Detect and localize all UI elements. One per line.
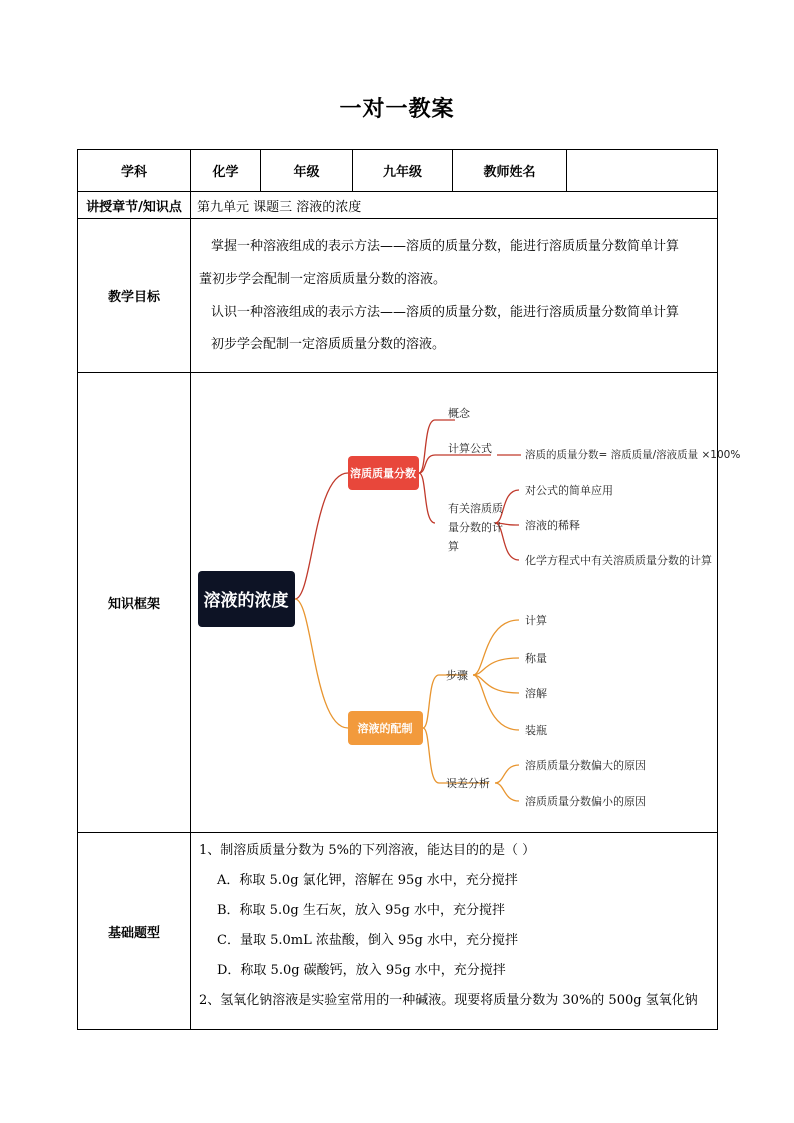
connector-step-1	[473, 620, 519, 675]
formula-text: 溶质的质量分数= 溶质质量/溶液质量 ×100%	[525, 449, 741, 461]
step-item: 称量	[525, 652, 547, 665]
calc-label-line1: 有关溶质质	[448, 502, 503, 515]
connector-root-branch1	[295, 473, 348, 599]
question-1: 1、制溶质质量分数为 5%的下列溶液，能达目的的是（ ）	[199, 843, 536, 858]
goal-line: 初步学会配制一定溶质质量分数的溶液。	[211, 337, 446, 353]
exercises-row	[78, 833, 718, 1030]
step-item: 装瓶	[525, 724, 547, 737]
question-1-option: C．量取 5.0mL 浓盐酸，倒入 95g 水中，充分搅拌	[217, 933, 518, 948]
chapter-label: 讲授章节/知识点	[78, 192, 191, 219]
question-2: 2、氢氧化钠溶液是实验室常用的一种碱液。现要将质量分数为 30%的 500g 氢氧化钠	[199, 993, 698, 1008]
connector-step-4	[473, 675, 519, 730]
lesson-plan-table	[77, 149, 741, 1030]
question-1-option: B．称取 5.0g 生石灰，放入 95g 水中，充分搅拌	[217, 903, 505, 918]
calc-label-line2: 量分数的计	[448, 521, 503, 534]
steps-label: 步骤	[446, 669, 468, 682]
goals-content	[191, 219, 718, 373]
calc-label-line3: 算	[448, 540, 459, 553]
mind-map	[191, 373, 741, 828]
teacher-value	[567, 150, 718, 192]
connector-root-branch2	[295, 599, 348, 728]
question-1-option: A．称取 5.0g 氯化钾，溶解在 95g 水中，充分搅拌	[217, 873, 518, 888]
document-title: 一对一教案	[339, 97, 455, 122]
connector-error-2	[495, 783, 519, 801]
framework-label: 知识框架	[78, 373, 191, 833]
subject-value: 化学	[191, 150, 261, 192]
subject-label: 学科	[78, 150, 191, 192]
step-item: 溶解	[525, 687, 547, 700]
connector-steps	[423, 675, 439, 728]
goal-line: 掌握一种溶液组成的表示方法——溶质的质量分数，能进行溶质质量分数简单计算	[211, 238, 680, 254]
header-row	[78, 150, 718, 192]
grade-label: 年级	[261, 150, 353, 192]
exercises-content	[191, 833, 718, 1030]
error-item: 溶质质量分数偏大的原因	[525, 759, 646, 772]
mind-map-cell	[191, 373, 741, 833]
error-analysis-label: 误差分析	[446, 777, 490, 790]
chapter-row	[78, 192, 718, 219]
connector-calc	[419, 473, 435, 523]
formula-label: 计算公式	[448, 442, 492, 455]
goal-line: 认识一种溶液组成的表示方法——溶质的质量分数，能进行溶质质量分数简单计算	[211, 304, 680, 320]
calc-item: 化学方程式中有关溶质质量分数的计算	[525, 554, 712, 567]
branch1-node-label: 溶质质量分数	[350, 467, 416, 480]
connector-error-1	[495, 765, 519, 783]
calc-item: 对公式的简单应用	[525, 484, 613, 497]
chapter-value: 第九单元 课题三 溶液的浓度	[191, 192, 718, 219]
error-item: 溶质质量分数偏小的原因	[525, 795, 646, 808]
root-node-label: 溶液的浓度	[203, 591, 289, 611]
connector-concept	[419, 420, 435, 473]
connector-errors	[423, 728, 439, 783]
branch2-node-label: 溶液的配制	[357, 722, 413, 735]
concept-label: 概念	[448, 407, 470, 420]
calc-item: 溶液的稀释	[525, 519, 580, 532]
grade-value: 九年级	[353, 150, 453, 192]
exercises-label: 基础题型	[78, 833, 191, 1030]
goals-label: 教学目标	[78, 219, 191, 373]
goals-row	[78, 219, 718, 373]
teacher-label: 教师姓名	[453, 150, 567, 192]
framework-row	[78, 373, 718, 833]
goal-line: 蕫初步学会配制一定溶质质量分数的溶液。	[199, 271, 447, 287]
step-item: 计算	[525, 614, 547, 627]
question-1-option: D．称取 5.0g 碳酸钙，放入 95g 水中，充分搅拌	[217, 963, 506, 978]
